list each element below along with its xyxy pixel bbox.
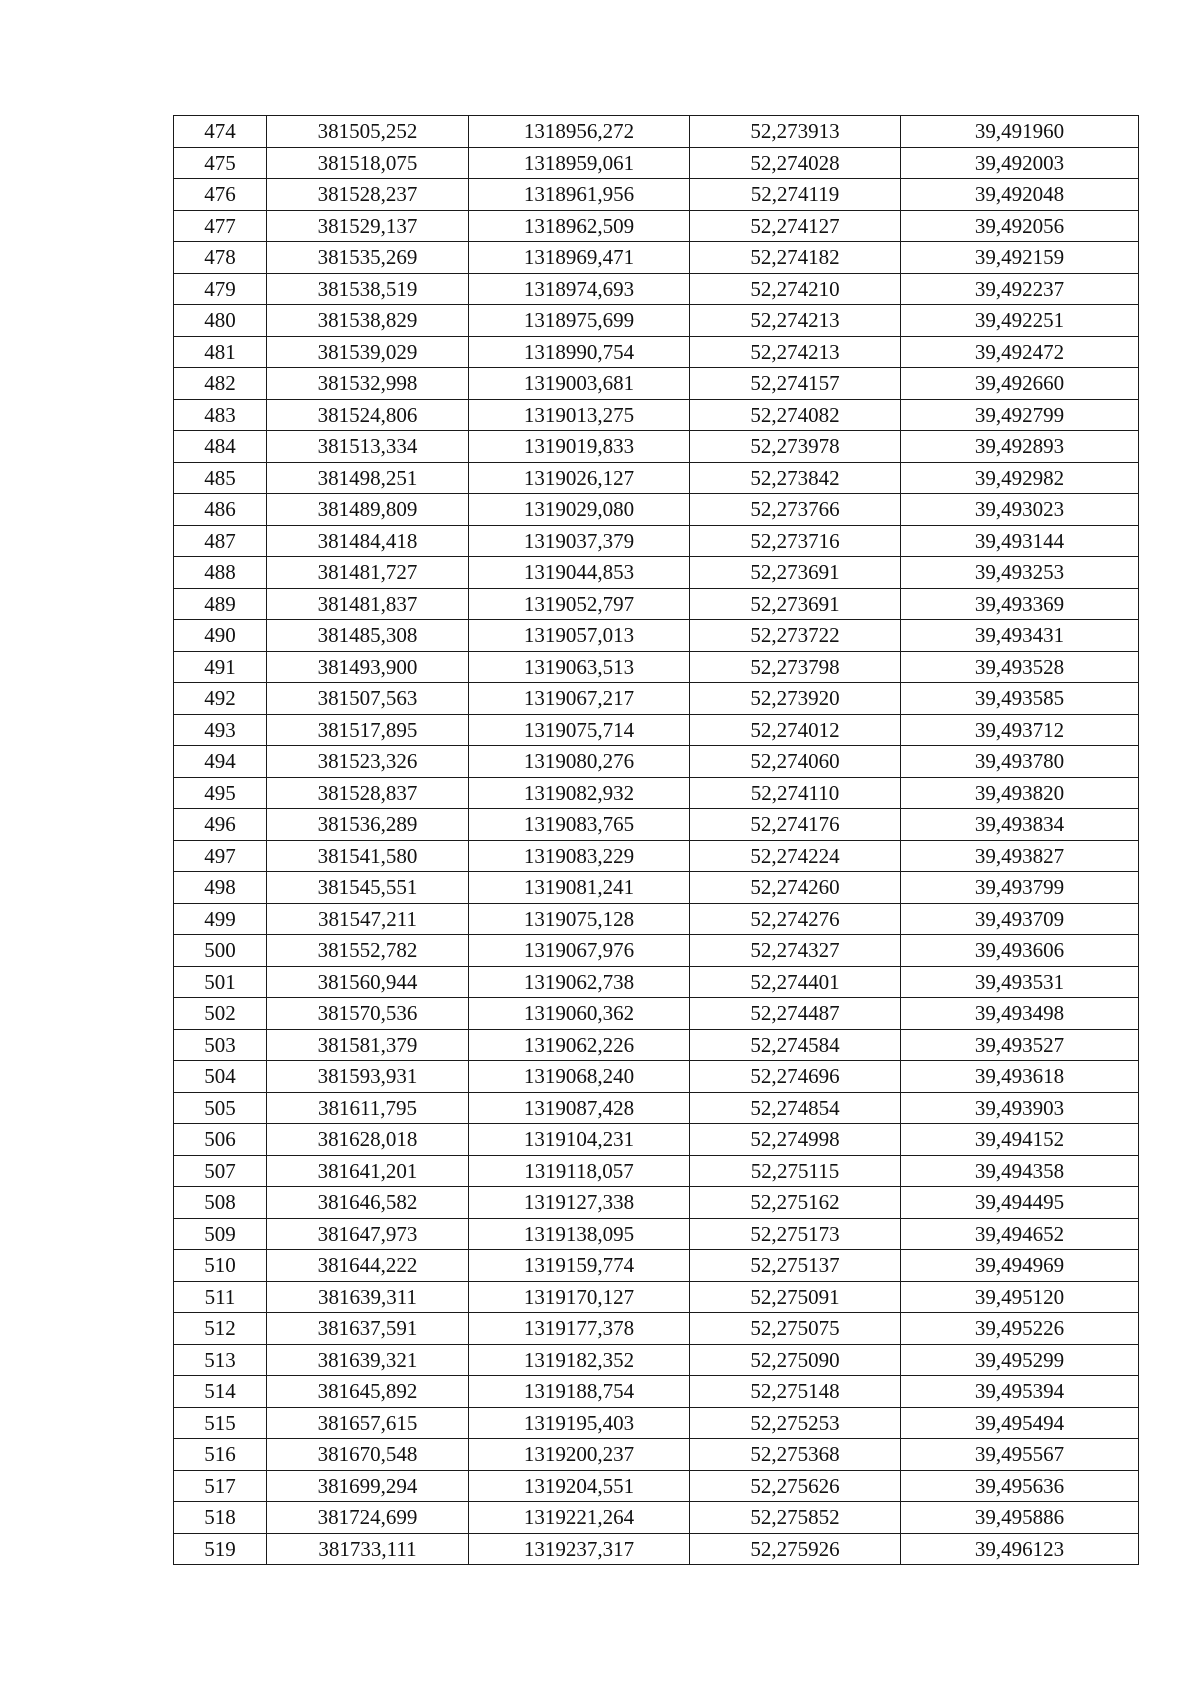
point-number-cell: 518 bbox=[174, 1502, 267, 1534]
table-row bbox=[174, 557, 1139, 589]
coord-y-cell: 1319067,976 bbox=[469, 935, 690, 967]
table-row bbox=[174, 714, 1139, 746]
point-number-cell: 476 bbox=[174, 179, 267, 211]
longitude-cell: 39,493585 bbox=[901, 683, 1139, 715]
table-row bbox=[174, 242, 1139, 274]
latitude-cell: 52,275148 bbox=[690, 1376, 901, 1408]
latitude-cell: 52,273978 bbox=[690, 431, 901, 463]
longitude-cell: 39,494152 bbox=[901, 1124, 1139, 1156]
coord-y-cell: 1318959,061 bbox=[469, 147, 690, 179]
table-row bbox=[174, 1281, 1139, 1313]
table-row bbox=[174, 809, 1139, 841]
table-row bbox=[174, 1376, 1139, 1408]
table-row bbox=[174, 872, 1139, 904]
point-number-cell: 510 bbox=[174, 1250, 267, 1282]
longitude-cell: 39,493820 bbox=[901, 777, 1139, 809]
coord-x-cell: 381518,075 bbox=[267, 147, 469, 179]
table-row bbox=[174, 588, 1139, 620]
longitude-cell: 39,493827 bbox=[901, 840, 1139, 872]
table-row bbox=[174, 1313, 1139, 1345]
point-number-cell: 483 bbox=[174, 399, 267, 431]
coord-x-cell: 381517,895 bbox=[267, 714, 469, 746]
coord-x-cell: 381639,311 bbox=[267, 1281, 469, 1313]
longitude-cell: 39,493834 bbox=[901, 809, 1139, 841]
coord-y-cell: 1319118,057 bbox=[469, 1155, 690, 1187]
longitude-cell: 39,492237 bbox=[901, 273, 1139, 305]
longitude-cell: 39,492472 bbox=[901, 336, 1139, 368]
point-number-cell: 507 bbox=[174, 1155, 267, 1187]
coord-x-cell: 381541,580 bbox=[267, 840, 469, 872]
latitude-cell: 52,274224 bbox=[690, 840, 901, 872]
table-row bbox=[174, 1029, 1139, 1061]
table-row bbox=[174, 746, 1139, 778]
table-row bbox=[174, 620, 1139, 652]
coord-x-cell: 381644,222 bbox=[267, 1250, 469, 1282]
table-row bbox=[174, 935, 1139, 967]
coord-x-cell: 381489,809 bbox=[267, 494, 469, 526]
coord-y-cell: 1319138,095 bbox=[469, 1218, 690, 1250]
coord-y-cell: 1318975,699 bbox=[469, 305, 690, 337]
longitude-cell: 39,492056 bbox=[901, 210, 1139, 242]
table-row bbox=[174, 1407, 1139, 1439]
point-number-cell: 480 bbox=[174, 305, 267, 337]
point-number-cell: 512 bbox=[174, 1313, 267, 1345]
coord-y-cell: 1319177,378 bbox=[469, 1313, 690, 1345]
point-number-cell: 482 bbox=[174, 368, 267, 400]
table-row bbox=[174, 651, 1139, 683]
latitude-cell: 52,274182 bbox=[690, 242, 901, 274]
point-number-cell: 509 bbox=[174, 1218, 267, 1250]
coord-x-cell: 381524,806 bbox=[267, 399, 469, 431]
point-number-cell: 475 bbox=[174, 147, 267, 179]
coord-y-cell: 1319019,833 bbox=[469, 431, 690, 463]
point-number-cell: 491 bbox=[174, 651, 267, 683]
table-row bbox=[174, 1218, 1139, 1250]
coord-y-cell: 1319080,276 bbox=[469, 746, 690, 778]
point-number-cell: 505 bbox=[174, 1092, 267, 1124]
latitude-cell: 52,273913 bbox=[690, 116, 901, 148]
coord-y-cell: 1319013,275 bbox=[469, 399, 690, 431]
coordinates-table bbox=[173, 115, 1139, 1565]
coord-x-cell: 381535,269 bbox=[267, 242, 469, 274]
point-number-cell: 497 bbox=[174, 840, 267, 872]
point-number-cell: 477 bbox=[174, 210, 267, 242]
coord-y-cell: 1318969,471 bbox=[469, 242, 690, 274]
coord-y-cell: 1318962,509 bbox=[469, 210, 690, 242]
coord-x-cell: 381724,699 bbox=[267, 1502, 469, 1534]
point-number-cell: 502 bbox=[174, 998, 267, 1030]
point-number-cell: 500 bbox=[174, 935, 267, 967]
table-row bbox=[174, 903, 1139, 935]
longitude-cell: 39,493498 bbox=[901, 998, 1139, 1030]
table-row bbox=[174, 462, 1139, 494]
point-number-cell: 511 bbox=[174, 1281, 267, 1313]
coord-y-cell: 1319060,362 bbox=[469, 998, 690, 1030]
coord-y-cell: 1319075,128 bbox=[469, 903, 690, 935]
coord-x-cell: 381560,944 bbox=[267, 966, 469, 998]
coord-x-cell: 381641,201 bbox=[267, 1155, 469, 1187]
point-number-cell: 484 bbox=[174, 431, 267, 463]
point-number-cell: 514 bbox=[174, 1376, 267, 1408]
coord-y-cell: 1319062,738 bbox=[469, 966, 690, 998]
point-number-cell: 513 bbox=[174, 1344, 267, 1376]
latitude-cell: 52,273798 bbox=[690, 651, 901, 683]
coord-x-cell: 381538,519 bbox=[267, 273, 469, 305]
table-row bbox=[174, 116, 1139, 148]
longitude-cell: 39,492982 bbox=[901, 462, 1139, 494]
latitude-cell: 52,274696 bbox=[690, 1061, 901, 1093]
coord-y-cell: 1318974,693 bbox=[469, 273, 690, 305]
point-number-cell: 485 bbox=[174, 462, 267, 494]
longitude-cell: 39,494652 bbox=[901, 1218, 1139, 1250]
longitude-cell: 39,492003 bbox=[901, 147, 1139, 179]
longitude-cell: 39,495886 bbox=[901, 1502, 1139, 1534]
point-number-cell: 492 bbox=[174, 683, 267, 715]
point-number-cell: 478 bbox=[174, 242, 267, 274]
point-number-cell: 498 bbox=[174, 872, 267, 904]
table-row bbox=[174, 1439, 1139, 1471]
coord-y-cell: 1319003,681 bbox=[469, 368, 690, 400]
latitude-cell: 52,275626 bbox=[690, 1470, 901, 1502]
latitude-cell: 52,274260 bbox=[690, 872, 901, 904]
longitude-cell: 39,493369 bbox=[901, 588, 1139, 620]
latitude-cell: 52,275162 bbox=[690, 1187, 901, 1219]
coord-x-cell: 381536,289 bbox=[267, 809, 469, 841]
latitude-cell: 52,274487 bbox=[690, 998, 901, 1030]
coord-x-cell: 381628,018 bbox=[267, 1124, 469, 1156]
point-number-cell: 515 bbox=[174, 1407, 267, 1439]
coord-x-cell: 381528,837 bbox=[267, 777, 469, 809]
latitude-cell: 52,275137 bbox=[690, 1250, 901, 1282]
coord-x-cell: 381481,727 bbox=[267, 557, 469, 589]
coord-x-cell: 381639,321 bbox=[267, 1344, 469, 1376]
table-row bbox=[174, 525, 1139, 557]
coord-x-cell: 381670,548 bbox=[267, 1439, 469, 1471]
coord-y-cell: 1319062,226 bbox=[469, 1029, 690, 1061]
coord-y-cell: 1319221,264 bbox=[469, 1502, 690, 1534]
coord-y-cell: 1319170,127 bbox=[469, 1281, 690, 1313]
coord-x-cell: 381657,615 bbox=[267, 1407, 469, 1439]
table-row bbox=[174, 431, 1139, 463]
point-number-cell: 474 bbox=[174, 116, 267, 148]
coord-y-cell: 1319063,513 bbox=[469, 651, 690, 683]
table-row bbox=[174, 368, 1139, 400]
latitude-cell: 52,274157 bbox=[690, 368, 901, 400]
table-row bbox=[174, 1533, 1139, 1565]
longitude-cell: 39,492048 bbox=[901, 179, 1139, 211]
coord-x-cell: 381539,029 bbox=[267, 336, 469, 368]
coord-y-cell: 1319200,237 bbox=[469, 1439, 690, 1471]
coord-y-cell: 1319026,127 bbox=[469, 462, 690, 494]
latitude-cell: 52,274127 bbox=[690, 210, 901, 242]
coord-x-cell: 381545,551 bbox=[267, 872, 469, 904]
coord-y-cell: 1318956,272 bbox=[469, 116, 690, 148]
latitude-cell: 52,274028 bbox=[690, 147, 901, 179]
coord-x-cell: 381570,536 bbox=[267, 998, 469, 1030]
point-number-cell: 499 bbox=[174, 903, 267, 935]
longitude-cell: 39,494495 bbox=[901, 1187, 1139, 1219]
point-number-cell: 506 bbox=[174, 1124, 267, 1156]
table-row bbox=[174, 1344, 1139, 1376]
coord-x-cell: 381484,418 bbox=[267, 525, 469, 557]
point-number-cell: 486 bbox=[174, 494, 267, 526]
latitude-cell: 52,275075 bbox=[690, 1313, 901, 1345]
longitude-cell: 39,495494 bbox=[901, 1407, 1139, 1439]
latitude-cell: 52,275090 bbox=[690, 1344, 901, 1376]
table-row bbox=[174, 273, 1139, 305]
coord-y-cell: 1319204,551 bbox=[469, 1470, 690, 1502]
longitude-cell: 39,493431 bbox=[901, 620, 1139, 652]
latitude-cell: 52,274012 bbox=[690, 714, 901, 746]
table-row bbox=[174, 147, 1139, 179]
longitude-cell: 39,493531 bbox=[901, 966, 1139, 998]
table-row bbox=[174, 336, 1139, 368]
coord-x-cell: 381646,582 bbox=[267, 1187, 469, 1219]
latitude-cell: 52,274176 bbox=[690, 809, 901, 841]
coord-x-cell: 381485,308 bbox=[267, 620, 469, 652]
table-row bbox=[174, 1187, 1139, 1219]
latitude-cell: 52,275115 bbox=[690, 1155, 901, 1187]
longitude-cell: 39,493799 bbox=[901, 872, 1139, 904]
longitude-cell: 39,495120 bbox=[901, 1281, 1139, 1313]
coord-x-cell: 381505,252 bbox=[267, 116, 469, 148]
latitude-cell: 52,275091 bbox=[690, 1281, 901, 1313]
longitude-cell: 39,493903 bbox=[901, 1092, 1139, 1124]
longitude-cell: 39,492893 bbox=[901, 431, 1139, 463]
table-row bbox=[174, 777, 1139, 809]
coord-x-cell: 381699,294 bbox=[267, 1470, 469, 1502]
table-row bbox=[174, 305, 1139, 337]
table-row bbox=[174, 494, 1139, 526]
point-number-cell: 488 bbox=[174, 557, 267, 589]
table-row bbox=[174, 1470, 1139, 1502]
coord-y-cell: 1318990,754 bbox=[469, 336, 690, 368]
point-number-cell: 479 bbox=[174, 273, 267, 305]
longitude-cell: 39,495226 bbox=[901, 1313, 1139, 1345]
coord-y-cell: 1319067,217 bbox=[469, 683, 690, 715]
latitude-cell: 52,274060 bbox=[690, 746, 901, 778]
longitude-cell: 39,495636 bbox=[901, 1470, 1139, 1502]
coord-y-cell: 1319104,231 bbox=[469, 1124, 690, 1156]
latitude-cell: 52,275852 bbox=[690, 1502, 901, 1534]
point-number-cell: 517 bbox=[174, 1470, 267, 1502]
coord-y-cell: 1319057,013 bbox=[469, 620, 690, 652]
latitude-cell: 52,274401 bbox=[690, 966, 901, 998]
longitude-cell: 39,494358 bbox=[901, 1155, 1139, 1187]
coord-y-cell: 1319044,853 bbox=[469, 557, 690, 589]
longitude-cell: 39,493780 bbox=[901, 746, 1139, 778]
longitude-cell: 39,495394 bbox=[901, 1376, 1139, 1408]
coord-x-cell: 381523,326 bbox=[267, 746, 469, 778]
longitude-cell: 39,491960 bbox=[901, 116, 1139, 148]
longitude-cell: 39,492251 bbox=[901, 305, 1139, 337]
latitude-cell: 52,275926 bbox=[690, 1533, 901, 1565]
table-row bbox=[174, 998, 1139, 1030]
coord-y-cell: 1319083,229 bbox=[469, 840, 690, 872]
coord-x-cell: 381647,973 bbox=[267, 1218, 469, 1250]
table-row bbox=[174, 210, 1139, 242]
coord-x-cell: 381733,111 bbox=[267, 1533, 469, 1565]
coord-x-cell: 381513,334 bbox=[267, 431, 469, 463]
coord-x-cell: 381532,998 bbox=[267, 368, 469, 400]
coord-x-cell: 381528,237 bbox=[267, 179, 469, 211]
latitude-cell: 52,275368 bbox=[690, 1439, 901, 1471]
longitude-cell: 39,493144 bbox=[901, 525, 1139, 557]
point-number-cell: 503 bbox=[174, 1029, 267, 1061]
longitude-cell: 39,493709 bbox=[901, 903, 1139, 935]
longitude-cell: 39,493253 bbox=[901, 557, 1139, 589]
point-number-cell: 493 bbox=[174, 714, 267, 746]
coord-x-cell: 381538,829 bbox=[267, 305, 469, 337]
coord-x-cell: 381611,795 bbox=[267, 1092, 469, 1124]
coord-y-cell: 1319159,774 bbox=[469, 1250, 690, 1282]
latitude-cell: 52,274213 bbox=[690, 336, 901, 368]
table-row bbox=[174, 179, 1139, 211]
table-row bbox=[174, 840, 1139, 872]
coord-y-cell: 1319082,932 bbox=[469, 777, 690, 809]
latitude-cell: 52,273691 bbox=[690, 557, 901, 589]
coord-y-cell: 1319081,241 bbox=[469, 872, 690, 904]
table-row bbox=[174, 1124, 1139, 1156]
coord-x-cell: 381547,211 bbox=[267, 903, 469, 935]
longitude-cell: 39,492159 bbox=[901, 242, 1139, 274]
longitude-cell: 39,495567 bbox=[901, 1439, 1139, 1471]
coord-x-cell: 381529,137 bbox=[267, 210, 469, 242]
table-row bbox=[174, 399, 1139, 431]
latitude-cell: 52,274327 bbox=[690, 935, 901, 967]
latitude-cell: 52,273722 bbox=[690, 620, 901, 652]
coord-y-cell: 1319188,754 bbox=[469, 1376, 690, 1408]
coord-y-cell: 1319237,317 bbox=[469, 1533, 690, 1565]
coord-x-cell: 381507,563 bbox=[267, 683, 469, 715]
point-number-cell: 519 bbox=[174, 1533, 267, 1565]
point-number-cell: 481 bbox=[174, 336, 267, 368]
longitude-cell: 39,493606 bbox=[901, 935, 1139, 967]
coord-y-cell: 1319052,797 bbox=[469, 588, 690, 620]
latitude-cell: 52,273766 bbox=[690, 494, 901, 526]
point-number-cell: 496 bbox=[174, 809, 267, 841]
coord-y-cell: 1319037,379 bbox=[469, 525, 690, 557]
point-number-cell: 489 bbox=[174, 588, 267, 620]
latitude-cell: 52,273842 bbox=[690, 462, 901, 494]
latitude-cell: 52,275173 bbox=[690, 1218, 901, 1250]
latitude-cell: 52,273691 bbox=[690, 588, 901, 620]
latitude-cell: 52,274854 bbox=[690, 1092, 901, 1124]
point-number-cell: 504 bbox=[174, 1061, 267, 1093]
longitude-cell: 39,494969 bbox=[901, 1250, 1139, 1282]
coord-y-cell: 1319127,338 bbox=[469, 1187, 690, 1219]
coord-y-cell: 1319029,080 bbox=[469, 494, 690, 526]
point-number-cell: 501 bbox=[174, 966, 267, 998]
latitude-cell: 52,274276 bbox=[690, 903, 901, 935]
table-row bbox=[174, 683, 1139, 715]
point-number-cell: 508 bbox=[174, 1187, 267, 1219]
point-number-cell: 495 bbox=[174, 777, 267, 809]
table-row bbox=[174, 1061, 1139, 1093]
coord-x-cell: 381581,379 bbox=[267, 1029, 469, 1061]
latitude-cell: 52,273716 bbox=[690, 525, 901, 557]
latitude-cell: 52,274998 bbox=[690, 1124, 901, 1156]
latitude-cell: 52,274119 bbox=[690, 179, 901, 211]
table-row bbox=[174, 1502, 1139, 1534]
latitude-cell: 52,274584 bbox=[690, 1029, 901, 1061]
latitude-cell: 52,274210 bbox=[690, 273, 901, 305]
table-row bbox=[174, 1250, 1139, 1282]
table-body bbox=[174, 116, 1139, 1565]
coord-x-cell: 381493,900 bbox=[267, 651, 469, 683]
table-row bbox=[174, 1155, 1139, 1187]
coord-y-cell: 1319068,240 bbox=[469, 1061, 690, 1093]
coord-y-cell: 1319087,428 bbox=[469, 1092, 690, 1124]
longitude-cell: 39,493527 bbox=[901, 1029, 1139, 1061]
longitude-cell: 39,493528 bbox=[901, 651, 1139, 683]
latitude-cell: 52,274110 bbox=[690, 777, 901, 809]
coord-y-cell: 1319083,765 bbox=[469, 809, 690, 841]
coord-x-cell: 381552,782 bbox=[267, 935, 469, 967]
latitude-cell: 52,274213 bbox=[690, 305, 901, 337]
point-number-cell: 494 bbox=[174, 746, 267, 778]
longitude-cell: 39,493712 bbox=[901, 714, 1139, 746]
latitude-cell: 52,273920 bbox=[690, 683, 901, 715]
coord-x-cell: 381498,251 bbox=[267, 462, 469, 494]
latitude-cell: 52,274082 bbox=[690, 399, 901, 431]
point-number-cell: 516 bbox=[174, 1439, 267, 1471]
latitude-cell: 52,275253 bbox=[690, 1407, 901, 1439]
longitude-cell: 39,492799 bbox=[901, 399, 1139, 431]
coord-y-cell: 1318961,956 bbox=[469, 179, 690, 211]
coord-x-cell: 381645,892 bbox=[267, 1376, 469, 1408]
point-number-cell: 487 bbox=[174, 525, 267, 557]
longitude-cell: 39,493618 bbox=[901, 1061, 1139, 1093]
coord-x-cell: 381593,931 bbox=[267, 1061, 469, 1093]
table-row bbox=[174, 1092, 1139, 1124]
coord-y-cell: 1319195,403 bbox=[469, 1407, 690, 1439]
point-number-cell: 490 bbox=[174, 620, 267, 652]
longitude-cell: 39,493023 bbox=[901, 494, 1139, 526]
coord-y-cell: 1319075,714 bbox=[469, 714, 690, 746]
longitude-cell: 39,492660 bbox=[901, 368, 1139, 400]
table-row bbox=[174, 966, 1139, 998]
longitude-cell: 39,496123 bbox=[901, 1533, 1139, 1565]
longitude-cell: 39,495299 bbox=[901, 1344, 1139, 1376]
coord-x-cell: 381481,837 bbox=[267, 588, 469, 620]
coord-x-cell: 381637,591 bbox=[267, 1313, 469, 1345]
coord-y-cell: 1319182,352 bbox=[469, 1344, 690, 1376]
